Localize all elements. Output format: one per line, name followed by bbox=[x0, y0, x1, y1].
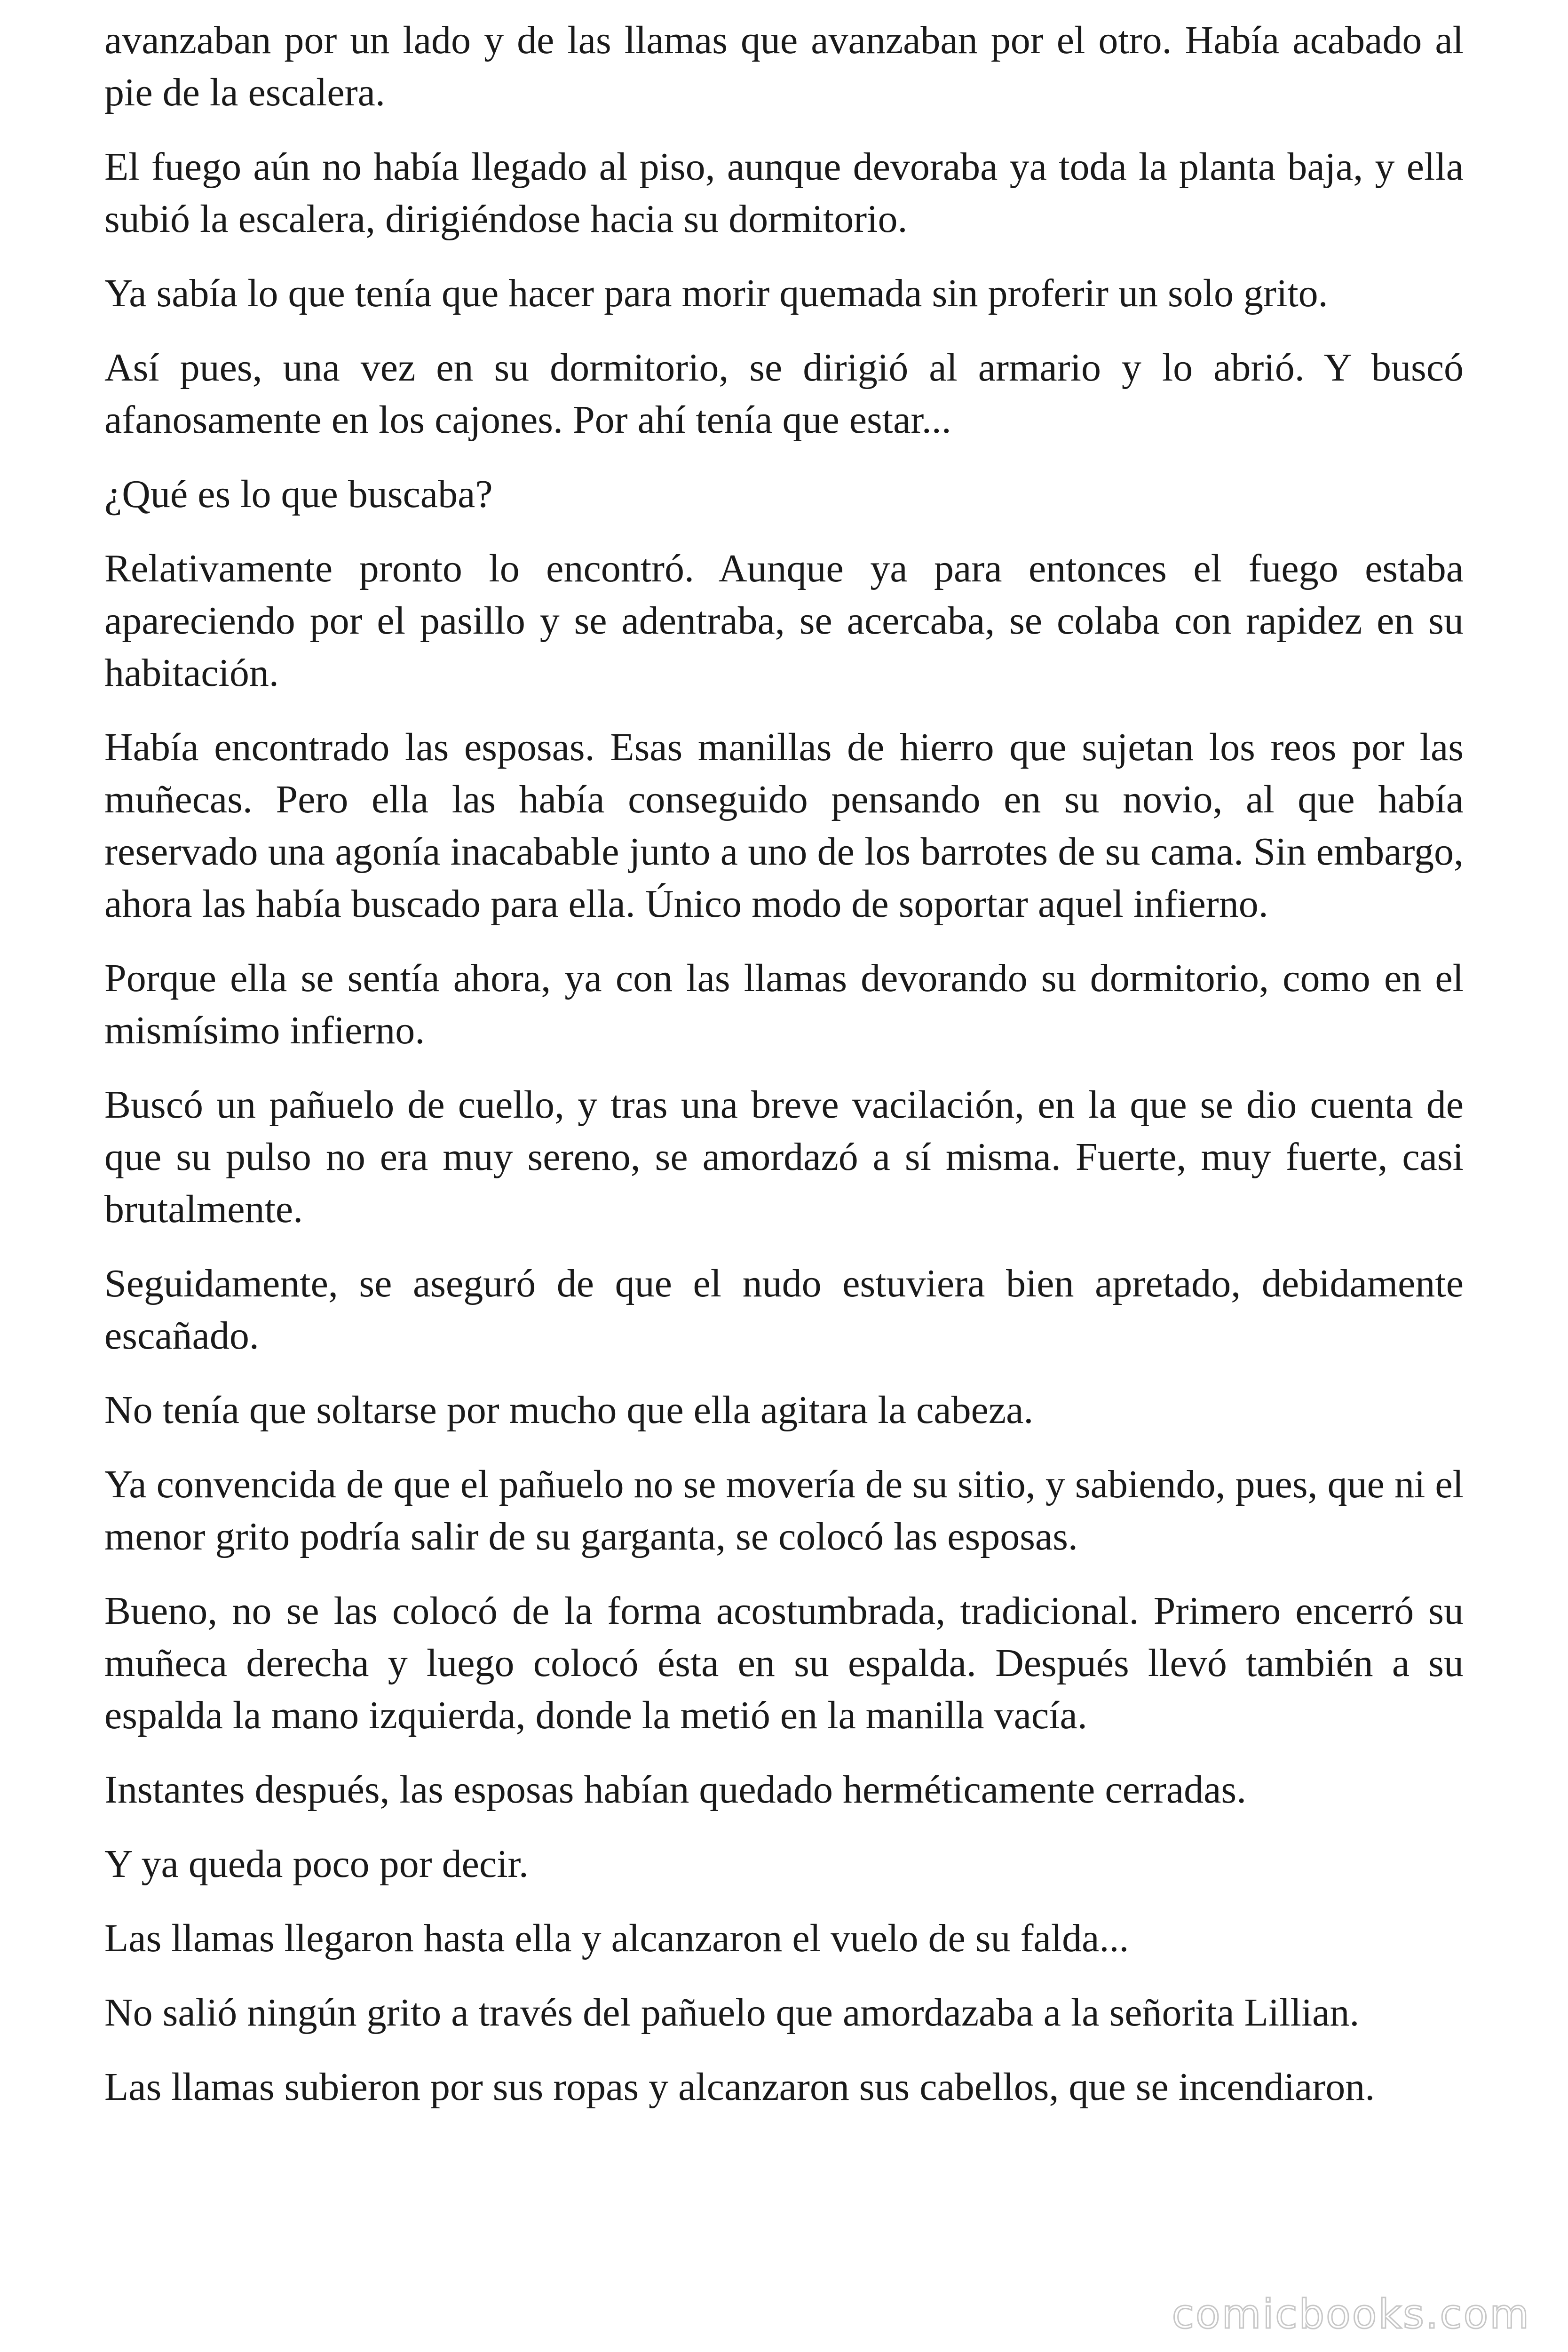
paragraph-7: Había encontrado las esposas. Esas manillas de hierro que sujetan los reos por las muñecas. Pero ella las había conseguido pensando en su novio, al que había reservado una agonía inacabable junto a uno de los barrotes de su cama. Sin embargo, ahora las había buscado para ella. Único modo de soportar aquel infierno. bbox=[104, 725, 1464, 926]
paragraph-5: ¿Qué es lo que buscaba? bbox=[104, 472, 493, 516]
paragraph-11: No tenía que soltarse por mucho que ella agitara la cabeza. bbox=[104, 1388, 1034, 1432]
paragraph-16: Las llamas llegaron hasta ella y alcanzaron el vuelo de su falda... bbox=[104, 1916, 1129, 1960]
paragraph-8: Porque ella se sentía ahora, ya con las llamas devorando su dormitorio, como en el mismísimo infierno. bbox=[104, 956, 1464, 1052]
paragraph-18: Las llamas subieron por sus ropas y alcanzaron sus cabellos, que se incendiaron. bbox=[104, 2065, 1375, 2109]
paragraph-13: Bueno, no se las colocó de la forma acostumbrada, tradicional. Primero encerró su muñeca derecha y luego colocó ésta en su espalda. Después llevó también a su espalda la mano izquierda, donde la metió en la manilla vacía. bbox=[104, 1589, 1464, 1737]
paragraph-14: Instantes después, las esposas habían quedado herméticamente cerradas. bbox=[104, 1768, 1247, 1812]
paragraph-6: Relativamente pronto lo encontró. Aunque ya para entonces el fuego estaba apareciendo por el pasillo y se adentraba, se acercaba, se colaba con rapidez en su habitación. bbox=[104, 547, 1464, 695]
paragraph-12: Ya convencida de que el pañuelo no se movería de su sitio, y sabiendo, pues, que ni el menor grito podría salir de su garganta, se colocó las esposas. bbox=[104, 1462, 1464, 1558]
paragraph-10: Seguidamente, se aseguró de que el nudo estuviera bien apretado, debidamente escañado. bbox=[104, 1262, 1464, 1358]
paragraph-4: Así pues, una vez en su dormitorio, se dirigió al armario y lo abrió. Y buscó afanosamente en los cajones. Por ahí tenía que estar... bbox=[104, 346, 1464, 442]
paragraph-15: Y ya queda poco por decir. bbox=[104, 1842, 529, 1886]
paragraph-3: Ya sabía lo que tenía que hacer para morir quemada sin proferir un solo grito. bbox=[104, 271, 1328, 315]
paragraph-17: No salió ningún grito a través del pañuelo que amordazaba a la señorita Lillian. bbox=[104, 1991, 1360, 2034]
paragraph-9: Buscó un pañuelo de cuello, y tras una breve vacilación, en la que se dio cuenta de que su pulso no era muy sereno, se amordazó a sí misma. Fuerte, muy fuerte, casi brutalmente. bbox=[104, 1083, 1464, 1231]
paragraph-2: El fuego aún no había llegado al piso, aunque devoraba ya toda la planta baja, y ella subió la escalera, dirigiéndose hacia su dormitorio. bbox=[104, 145, 1464, 241]
paragraph-1: avanzaban por un lado y de las llamas que avanzaban por el otro. Había acabado al pie de la escalera. bbox=[104, 18, 1464, 114]
body-text bbox=[104, 14, 1464, 2135]
watermark: comicbooks.com bbox=[1172, 2291, 1530, 2338]
